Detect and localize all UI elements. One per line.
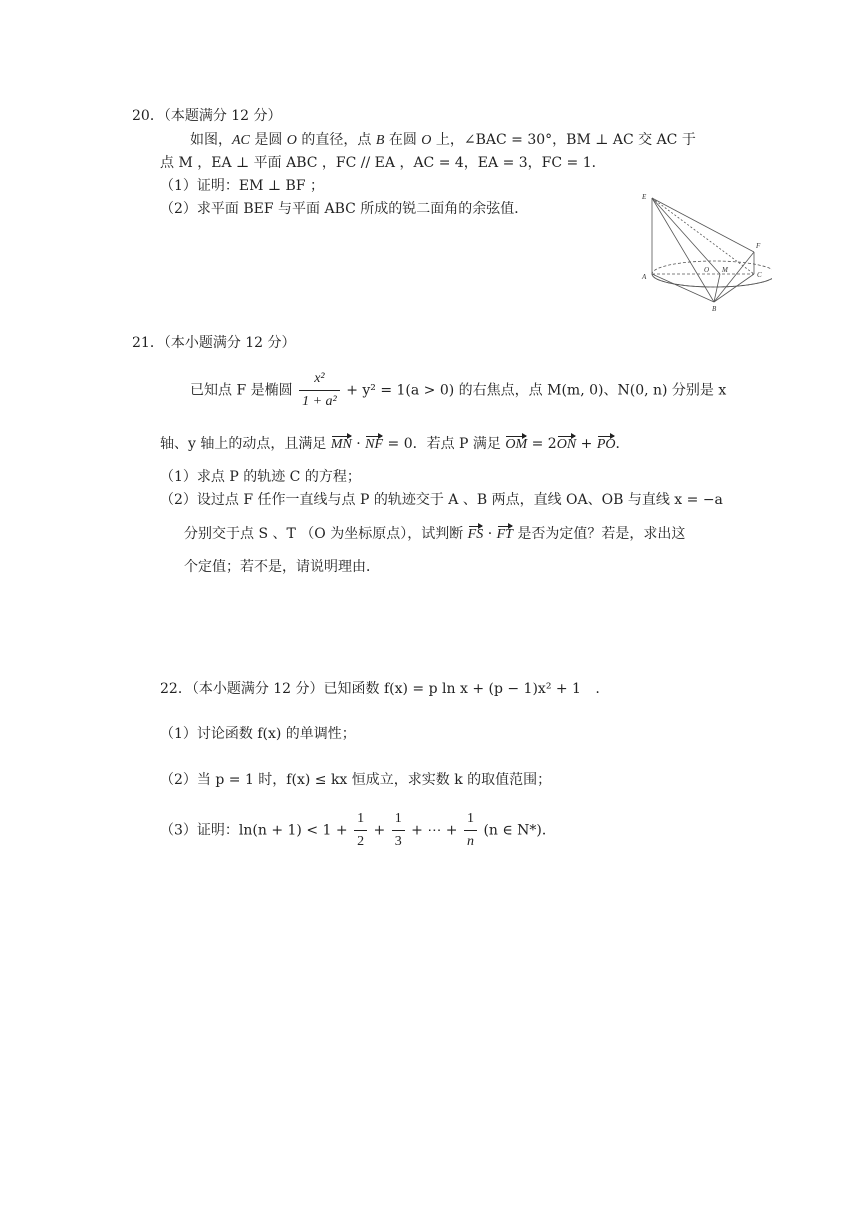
label-F: F: [756, 242, 761, 250]
plus-1: +: [580, 436, 593, 452]
vector-NF: NF: [365, 435, 383, 455]
q21-l1-pre: 已知点 F 是椭圆: [190, 382, 293, 399]
q21-part2-line2: [184, 524, 685, 545]
q21-part2-line3: 个定值；若不是，请说明理由．: [184, 559, 380, 575]
frac1-num: 1: [357, 811, 365, 826]
vector-PO: PO: [597, 435, 616, 455]
q22-part2: （2）当 p = 1 时，f(x) ≤ kx 恒成立，求实数 k 的取值范围；: [160, 772, 552, 788]
frac3-num: 1: [466, 811, 474, 826]
frac3-den: n: [464, 830, 477, 853]
vector-FT: FT: [497, 525, 513, 545]
q21-frac-num: x²: [314, 371, 325, 386]
q21-frac-den: 1 + a²: [299, 390, 340, 413]
q21-l1-post: + y² = 1(a > 0) 的右焦点，点 M(m, 0)、N(0, n) 分别是 x: [346, 382, 727, 399]
vector-ON: ON: [557, 435, 576, 455]
frac1-den: 2: [354, 830, 367, 853]
q20-geometry-figure: [636, 190, 772, 316]
label-O: O: [704, 266, 710, 274]
q20-l1-f: B: [375, 133, 385, 148]
label-E: E: [642, 193, 647, 201]
q21-ellipse-fraction: [299, 368, 340, 413]
q20-part1: （1）证明：EM ⊥ BF ；: [160, 178, 324, 194]
q20-l1-i: 上，∠BAC = 30°，BM ⊥ AC 交 AC 于: [431, 132, 696, 148]
q22-trail: .: [595, 681, 600, 697]
q21-line2: [160, 434, 629, 455]
q20-l1-e: 的直径，点: [296, 132, 376, 148]
q20-l1-b: AC: [232, 133, 250, 148]
q22-p3-post: (n ∈ N*)．: [483, 822, 556, 839]
q21-p2-pre: 分别交于点 S 、T （O 为坐标原点），试判断: [184, 526, 464, 542]
vector-OM: OM: [505, 435, 527, 455]
dot-1: ·: [356, 436, 361, 452]
frac2-num: 1: [394, 811, 402, 826]
q20-line2: 点 M ，EA ⊥ 平面 ABC ，FC // EA ，AC = 4，EA = 3，FC = 1．: [160, 155, 606, 171]
label-B: B: [712, 305, 717, 313]
label-C: C: [757, 271, 762, 279]
q20-l1-h: O: [421, 133, 432, 148]
label-M: M: [722, 266, 728, 274]
q20-l1-g: 在圆: [384, 132, 422, 148]
q21-part1: （1）求点 P 的轨迹 C 的方程；: [160, 469, 361, 485]
dot-2: ·: [487, 526, 493, 542]
q22-header: [160, 679, 600, 699]
frac-1-n: [464, 808, 477, 853]
vector-FS: FS: [468, 525, 484, 545]
frac-1-3: [392, 808, 405, 853]
q22-p3-pre: （3）证明：ln(n + 1) < 1 +: [160, 822, 348, 839]
q22-part1: （1）讨论函数 f(x) 的单调性；: [160, 726, 356, 742]
q20-part2: （2）求平面 BEF 与平面 ABC 所成的锐二面角的余弦值．: [160, 201, 529, 217]
q20-l1-d: O: [286, 133, 297, 148]
vector-MN: MN: [331, 435, 352, 455]
q20-l1-a: 如图，: [190, 132, 232, 148]
q21-line1: [190, 368, 726, 413]
q20-l1-c: 是圆: [249, 132, 287, 148]
label-A: A: [642, 273, 647, 281]
q21-period: ．: [615, 436, 630, 452]
q20-header: 20．（本题满分 12 分）: [132, 108, 282, 124]
frac-1-2: [354, 808, 367, 853]
q22-mid: + ⋯ +: [411, 822, 458, 839]
q20-line1: [190, 130, 696, 151]
q21-l2-mid: = 0．若点 P 满足: [387, 436, 501, 452]
q22-part3: （3）证明：ln(n + 1) < 1 + $\frac{1}{2}$ + $\frac{1}{3}$ + ⋯ + $\frac{1}{n}$ (n ∈ N*)．: [160, 808, 556, 853]
q21-header: 21．（本小题满分 12 分）: [132, 335, 296, 351]
q21-l2-pre: 轴、y 轴上的动点，且满足: [160, 436, 327, 452]
q22-header-text: 22．（本小题满分 12 分）已知函数 f(x) = p ln x + (p − 1)x² + 1: [160, 681, 581, 697]
q21-part2-line1: （2）设过点 F 任作一直线与点 P 的轨迹交于 A 、B 两点，直线 OA、OB 与直线 x = −a: [160, 492, 723, 508]
q21-l2-eq: = 2: [531, 436, 557, 452]
q21-p2-post: 是否为定值？若是，求出这: [517, 526, 686, 542]
frac2-den: 3: [392, 830, 405, 853]
